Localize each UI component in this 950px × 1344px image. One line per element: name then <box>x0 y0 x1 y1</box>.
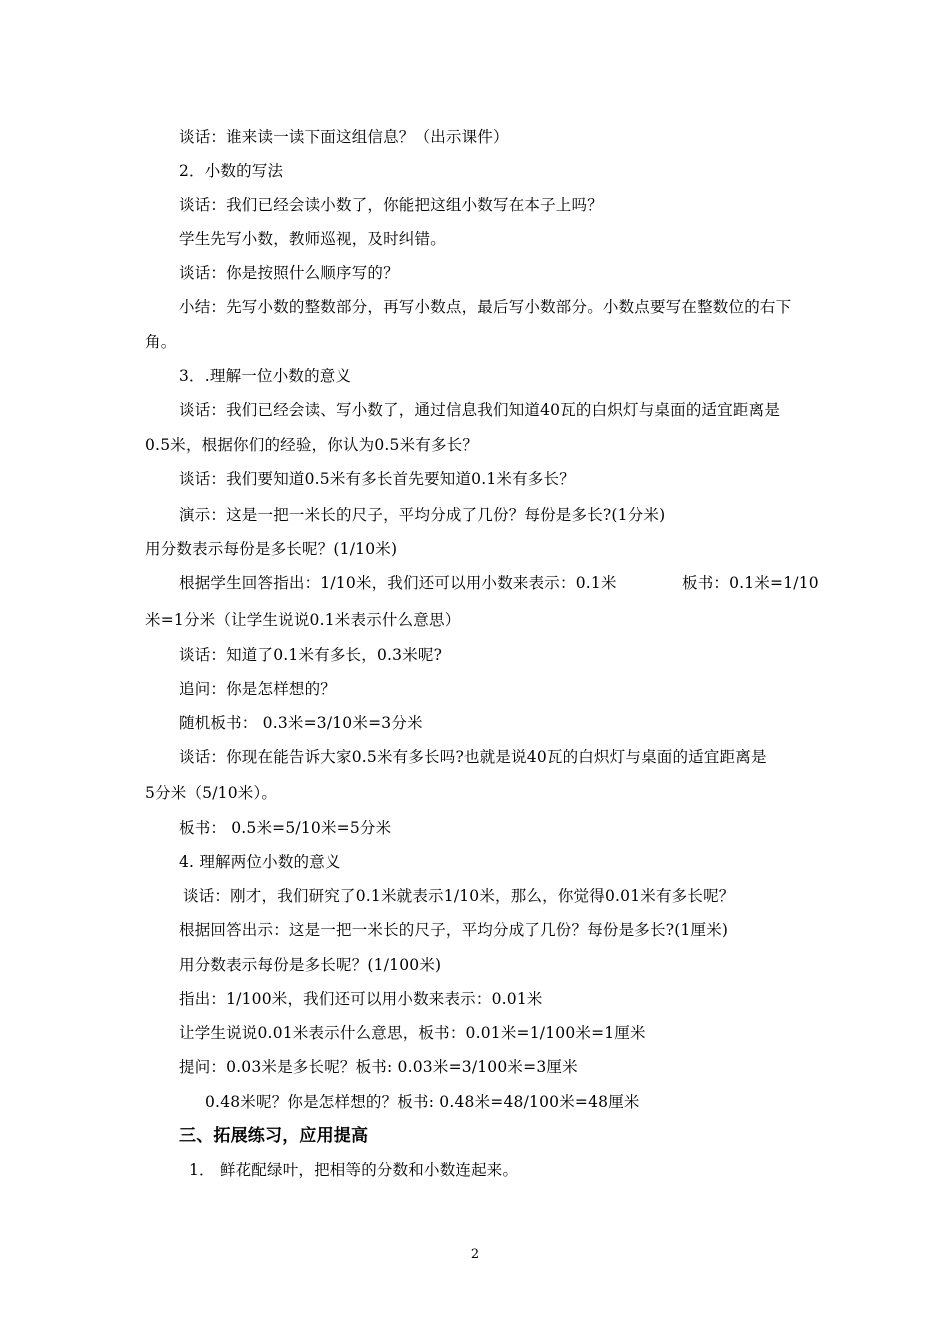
section-title: 4. 理解两位小数的意义 <box>179 853 341 871</box>
section-title: 3．.理解一位小数的意义 <box>179 367 352 385</box>
text-line: 谈话：你现在能告诉大家0.5米有多长吗?也就是说40瓦的白炽灯与桌面的适宜距离是 <box>179 748 767 766</box>
text-line: 随机板书： 0.3米=3/10米=3分米 <box>179 714 423 732</box>
section-title: 2．小数的写法 <box>179 162 284 180</box>
text-line: 5分米（5/10米）。 <box>145 784 278 802</box>
text-line: 0.48米呢？你是怎样想的？板书: 0.48米=48/100米=48厘米 <box>205 1093 640 1111</box>
text-line: 演示：这是一把一米长的尺子，平均分成了几份？每份是多长?(1分米) <box>179 506 666 524</box>
text-line: 谈话：我们已经会读、写小数了，通过信息我们知道40瓦的白炽灯与桌面的适宜距离是 <box>179 401 781 419</box>
text-line: 谈话：谁来读一读下面这组信息？（出示课件） <box>179 128 509 146</box>
text-line: 0.5米，根据你们的经验，你认为0.5米有多长？ <box>145 436 479 454</box>
text-line: 板书： 0.5米=5/10米=5分米 <box>179 819 392 837</box>
text-line: 1． 鲜花配绿叶，把相等的分数和小数连起来。 <box>189 1161 519 1179</box>
section-heading: 三、拓展练习，应用提高 <box>179 1126 369 1146</box>
text-line: 追问：你是怎样想的？ <box>179 680 337 698</box>
text-line: 角。 <box>145 333 177 351</box>
text-line: 谈话：你是按照什么顺序写的？ <box>179 264 399 282</box>
text-line: 谈话：我们要知道0.5米有多长首先要知道0.1米有多长？ <box>179 470 575 488</box>
text-line: 用分数表示每份是多长呢？(1/100米) <box>179 956 442 974</box>
text-line: 谈话：知道了0.1米有多长，0.3米呢? <box>179 646 443 664</box>
text-line: 谈话：我们已经会读小数了，你能把这组小数写在本子上吗？ <box>179 196 603 214</box>
text-line: 用分数表示每份是多长呢？(1/10米) <box>145 540 398 558</box>
text-line: 指出：1/100米，我们还可以用小数来表示：0.01米 <box>179 990 543 1008</box>
text-line: 让学生说说0.01米表示什么意思，板书：0.01米=1/100米=1厘米 <box>179 1024 646 1042</box>
text-line: 小结：先写小数的整数部分，再写小数点，最后写小数部分。小数点要写在整数位的右下 <box>179 298 792 316</box>
text-line: 根据学生回答指出：1/10米，我们还可以用小数来表示：0.1米 <box>179 574 617 592</box>
text-line: 米=1分米（让学生说说0.1米表示什么意思） <box>145 611 461 629</box>
text-line: 学生先写小数，教师巡视，及时纠错。 <box>179 230 446 248</box>
text-line: 谈话：刚才，我们研究了0.1米就表示1/10米，那么，你觉得0.01米有多长呢？ <box>183 887 735 905</box>
text-line: 提问：0.03米是多长呢？板书: 0.03米=3/100米=3厘米 <box>179 1058 578 1076</box>
page-number: 2 <box>470 1247 480 1262</box>
text-line: 板书：0.1米=1/10 <box>682 574 819 592</box>
text-line: 根据回答出示：这是一把一米长的尺子，平均分成了几份？每份是多长?(1厘米) <box>179 921 729 939</box>
